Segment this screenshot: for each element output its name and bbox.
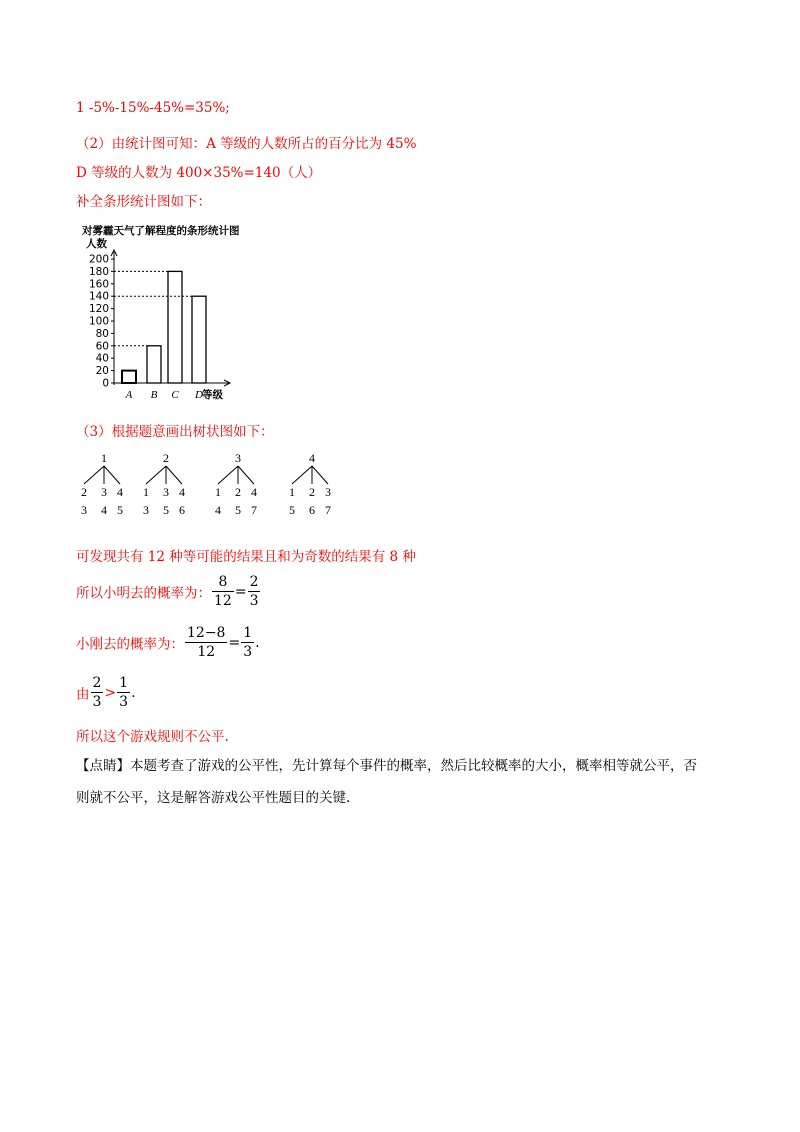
y-tick-label: 20 bbox=[95, 365, 109, 378]
tree-sum-label: 6 bbox=[309, 503, 315, 517]
bar-B bbox=[147, 346, 161, 383]
tree-branch-label: 2 bbox=[235, 485, 241, 499]
y-tick-label: 40 bbox=[95, 352, 109, 365]
tree-sum-label: 5 bbox=[235, 503, 241, 517]
y-tick-label: 120 bbox=[88, 303, 109, 316]
bar-A bbox=[122, 371, 136, 383]
fraction-1-3: $\frac{1}{3}$ bbox=[243, 625, 253, 660]
xiaogang-label: 小刚去的概率为： bbox=[76, 636, 184, 653]
tree-root: 3 bbox=[235, 451, 241, 465]
bar-chart bbox=[72, 212, 272, 407]
tree-1 bbox=[81, 451, 123, 517]
x-tick-label: D bbox=[195, 389, 203, 401]
tree-branch-label: 2 bbox=[309, 485, 315, 499]
y-tick-label: 80 bbox=[95, 327, 109, 340]
tree-sum-label: 5 bbox=[163, 503, 169, 517]
y-tick-label: 140 bbox=[88, 290, 109, 303]
tree-branch-label: 1 bbox=[143, 485, 149, 499]
line-xiaoming-prob bbox=[76, 573, 261, 610]
xiaoming-label: 所以小明去的概率为： bbox=[76, 585, 211, 602]
fraction-1-3: $\frac{1}{3}$ bbox=[119, 675, 129, 710]
line-conclusion: 所以这个游戏规则不公平. bbox=[76, 729, 229, 745]
tree-root: 2 bbox=[163, 451, 169, 465]
tree-sum-label: 3 bbox=[143, 503, 149, 517]
tree-branch-label: 4 bbox=[179, 485, 185, 499]
tree-branch bbox=[166, 466, 182, 484]
line-outcomes: 可发现共有 12 种等可能的结果且和为奇数的结果有 8 种 bbox=[76, 549, 416, 565]
tree-sum-label: 4 bbox=[101, 503, 107, 517]
tree-4 bbox=[289, 451, 331, 517]
tree-diagram bbox=[76, 448, 366, 528]
x-tick-label: A bbox=[125, 389, 133, 401]
greater-than-sign: > bbox=[104, 684, 117, 701]
fraction-2-3: $\frac{2}{3}$ bbox=[92, 675, 102, 710]
fraction-2-3: $\frac{2}{3}$ bbox=[249, 574, 259, 609]
y-tick-label: 180 bbox=[88, 265, 109, 278]
comparison-label: 由 bbox=[76, 686, 90, 703]
tree-branch bbox=[84, 466, 104, 484]
tree-sum-label: 6 bbox=[179, 503, 185, 517]
bar-D bbox=[192, 296, 206, 383]
x-tick-label: C bbox=[171, 389, 179, 401]
equals-sign: = bbox=[234, 583, 247, 600]
tree-sum-label: 3 bbox=[81, 503, 87, 517]
tree-branch bbox=[312, 466, 328, 484]
tree-branch-label: 3 bbox=[101, 485, 107, 499]
tree-sum-label: 5 bbox=[289, 503, 295, 517]
line-complete-chart: 补全条形统计图如下： bbox=[76, 194, 211, 210]
tree-3 bbox=[215, 451, 257, 517]
tree-branch bbox=[292, 466, 312, 484]
y-tick-label: 0 bbox=[102, 377, 109, 390]
tree-branch-label: 2 bbox=[81, 485, 87, 499]
x-tick-label: B bbox=[150, 389, 158, 401]
tree-root: 4 bbox=[309, 451, 315, 465]
line-d-count: D 等级的人数为 400×35%=140（人） bbox=[76, 165, 322, 181]
line-tip-1: 【点睛】本题考查了游戏的公平性，先计算每个事件的概率，然后比较概率的大小，概率相等就公平，否 bbox=[76, 758, 697, 774]
fraction-8-12: $\frac{8}{12}$ bbox=[214, 574, 232, 609]
y-tick-label: 200 bbox=[88, 253, 109, 266]
y-axis-label: 人数 bbox=[86, 238, 107, 250]
tree-root: 1 bbox=[101, 451, 107, 465]
tree-branch-label: 1 bbox=[215, 485, 221, 499]
line-part3-intro: （3）根据题意画出树状图如下： bbox=[76, 424, 274, 440]
line-xiaogang-prob: 小刚去的概率为： $\frac{12-8}{12}$ = $\frac{1}{3}$ . bbox=[76, 625, 260, 660]
tree-2 bbox=[143, 451, 185, 517]
line-calc-percent: 1 -5%-15%-45%=35%; bbox=[76, 100, 230, 116]
tree-sum-label: 7 bbox=[325, 503, 331, 517]
y-tick-label: 60 bbox=[95, 340, 109, 353]
line-part2-intro: （2）由统计图可知：A 等级的人数所占的百分比为 45% bbox=[76, 136, 417, 152]
chart-title: 对雾霾天气了解程度的条形统计图 bbox=[82, 225, 240, 237]
bar-C bbox=[168, 271, 182, 383]
fraction-12-8-over-12: $\frac{12-8}{12}$ bbox=[187, 625, 226, 660]
y-tick-label: 100 bbox=[88, 315, 109, 328]
tree-branch-label: 4 bbox=[117, 485, 123, 499]
y-tick-label: 160 bbox=[88, 278, 109, 291]
tree-branch-label: 3 bbox=[163, 485, 169, 499]
tree-branch bbox=[218, 466, 238, 484]
tree-sum-label: 4 bbox=[215, 503, 221, 517]
equals-sign: = bbox=[228, 634, 241, 651]
tree-branch bbox=[146, 466, 166, 484]
line-tip-2: 则就不公平，这是解答游戏公平性题目的关键. bbox=[76, 790, 351, 806]
tree-branch-label: 4 bbox=[251, 485, 257, 499]
tree-branch-label: 1 bbox=[289, 485, 295, 499]
tree-sum-label: 5 bbox=[117, 503, 123, 517]
line-comparison: 由 $\frac{2}{3}$ > $\frac{1}{3}$ . bbox=[76, 675, 136, 710]
tree-branch-label: 3 bbox=[325, 485, 331, 499]
tree-branch bbox=[104, 466, 120, 484]
x-axis-label: 等级 bbox=[202, 389, 223, 401]
tree-sum-label: 7 bbox=[251, 503, 257, 517]
tree-branch bbox=[238, 466, 254, 484]
